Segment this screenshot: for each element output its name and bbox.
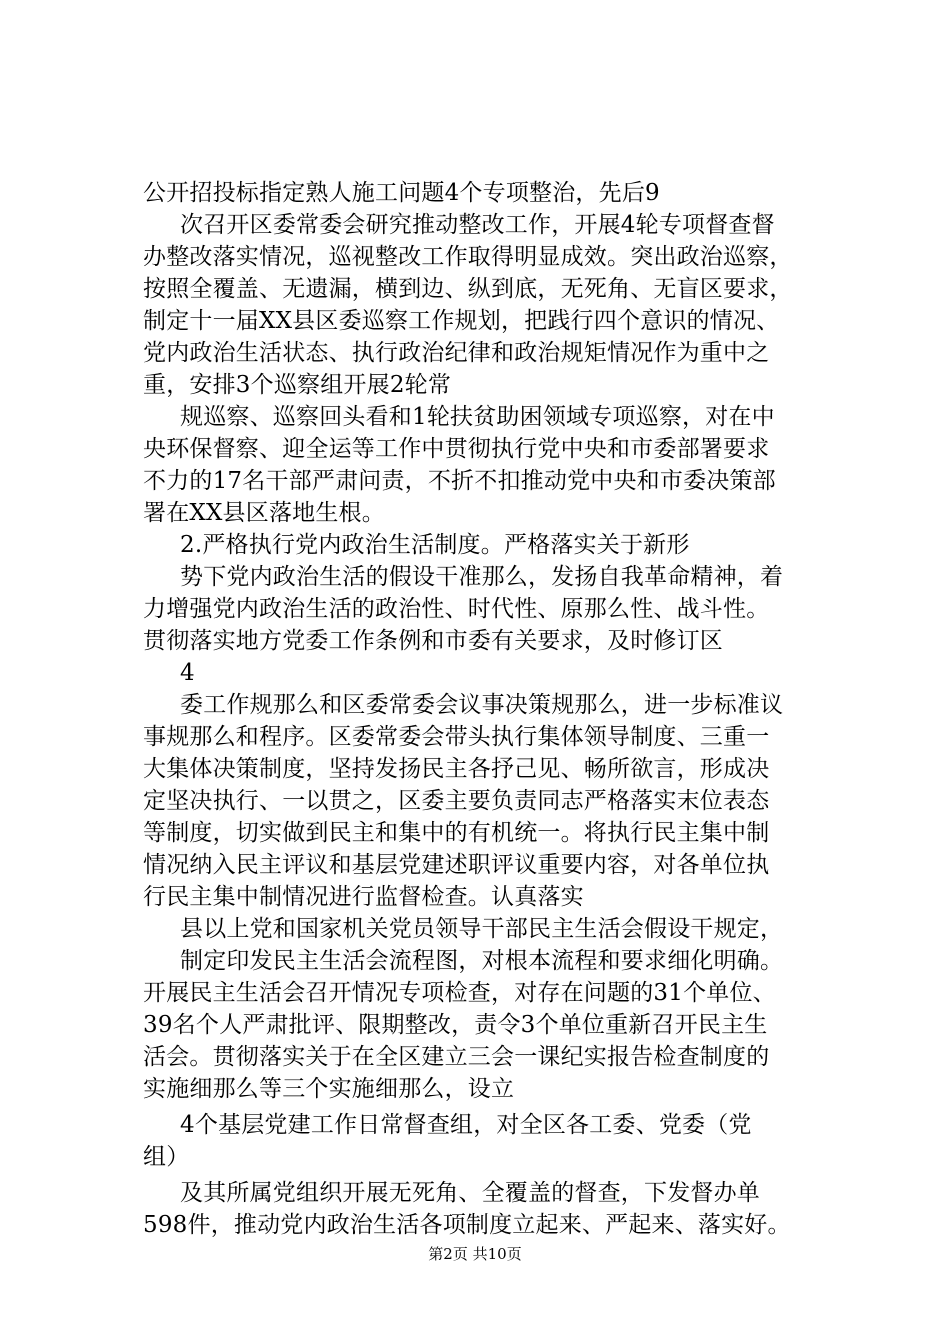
text-line: 制定印发民主生活会流程图，对根本流程和要求细化明确。 <box>180 948 784 974</box>
text-line: 4个基层党建工作日常督查组，对全区各工委、党委（党 <box>180 1112 752 1138</box>
text-line: 事规那么和程序。区委常委会带头执行集体领导制度、三重一 <box>143 724 770 750</box>
text-line: 及其所属党组织开展无死角、全覆盖的督查，下发督办单 <box>180 1180 760 1206</box>
text-line: 公开招投标指定熟人施工问题4个专项整治，先后9 <box>143 180 660 206</box>
page-number-info: 第2页 共10页 <box>428 1245 522 1263</box>
text-line: 重，安排3个巡察组开展2轮常 <box>143 372 452 398</box>
text-line: 力增强党内政治生活的政治性、时代性、原那么性、战斗性。 <box>143 596 770 622</box>
text-line: 定坚决执行、一以贯之，区委主要负责同志严格落实末位表态 <box>143 788 770 814</box>
text-line: 办整改落实情况，巡视整改工作取得明显成效。突出政治巡察， <box>143 244 793 270</box>
text-line: 开展民主生活会召开情况专项检查，对存在问题的31个单位、 <box>143 980 776 1006</box>
page-marker-number: 4 <box>180 660 195 686</box>
text-line: 党内政治生活状态、执行政治纪律和政治规矩情况作为重中之 <box>143 340 770 366</box>
text-line: 实施细那么等三个实施细那么，设立 <box>143 1076 515 1102</box>
text-line: 署在XX县区落地生根。 <box>143 500 385 526</box>
text-line: 39名个人严肃批评、限期整改，责令3个单位重新召开民主生 <box>143 1012 768 1038</box>
text-line: 组） <box>143 1144 190 1170</box>
text-line: 活会。贯彻落实关于在全区建立三会一课纪实报告检查制度的 <box>143 1044 770 1070</box>
page-footer <box>0 1244 950 1264</box>
text-line: 制定十一届XX县区委巡察工作规划，把践行四个意识的情况、 <box>143 308 780 334</box>
text-line: 次召开区委常委会研究推动整改工作，开展4轮专项督查督 <box>180 212 775 238</box>
text-line: 按照全覆盖、无遗漏，横到边、纵到底，无死角、无盲区要求， <box>143 276 793 302</box>
text-line: 2.严格执行党内政治生活制度。严格落实关于新形 <box>180 532 690 558</box>
text-line: 贯彻落实地方党委工作条例和市委有关要求，及时修订区 <box>143 628 723 654</box>
text-line: 不力的17名干部严肃问责，不折不扣推动党中央和市委决策部 <box>143 468 776 494</box>
text-line: 委工作规那么和区委常委会议事决策规那么，进一步标准议 <box>180 692 784 718</box>
text-line: 等制度，切实做到民主和集中的有机统一。将执行民主集中制 <box>143 820 770 846</box>
text-line: 情况纳入民主评议和基层党建述职评议重要内容，对各单位执 <box>143 852 770 878</box>
text-line: 大集体决策制度，坚持发扬民主各抒己见、畅所欲言，形成决 <box>143 756 770 782</box>
text-line: 央环保督察、迎全运等工作中贯彻执行党中央和市委部署要求 <box>143 436 770 462</box>
text-line: 行民主集中制情况进行监督检查。认真落实 <box>143 884 584 910</box>
text-line: 势下党内政治生活的假设干准那么，发扬自我革命精神，着 <box>180 564 784 590</box>
text-line: 598件，推动党内政治生活各项制度立起来、严起来、落实好。 <box>143 1212 791 1238</box>
text-line: 规巡察、巡察回头看和1轮扶贫助困领域专项巡察，对在中 <box>180 404 775 430</box>
text-line: 县以上党和国家机关党员领导干部民主生活会假设干规定， <box>180 916 784 942</box>
